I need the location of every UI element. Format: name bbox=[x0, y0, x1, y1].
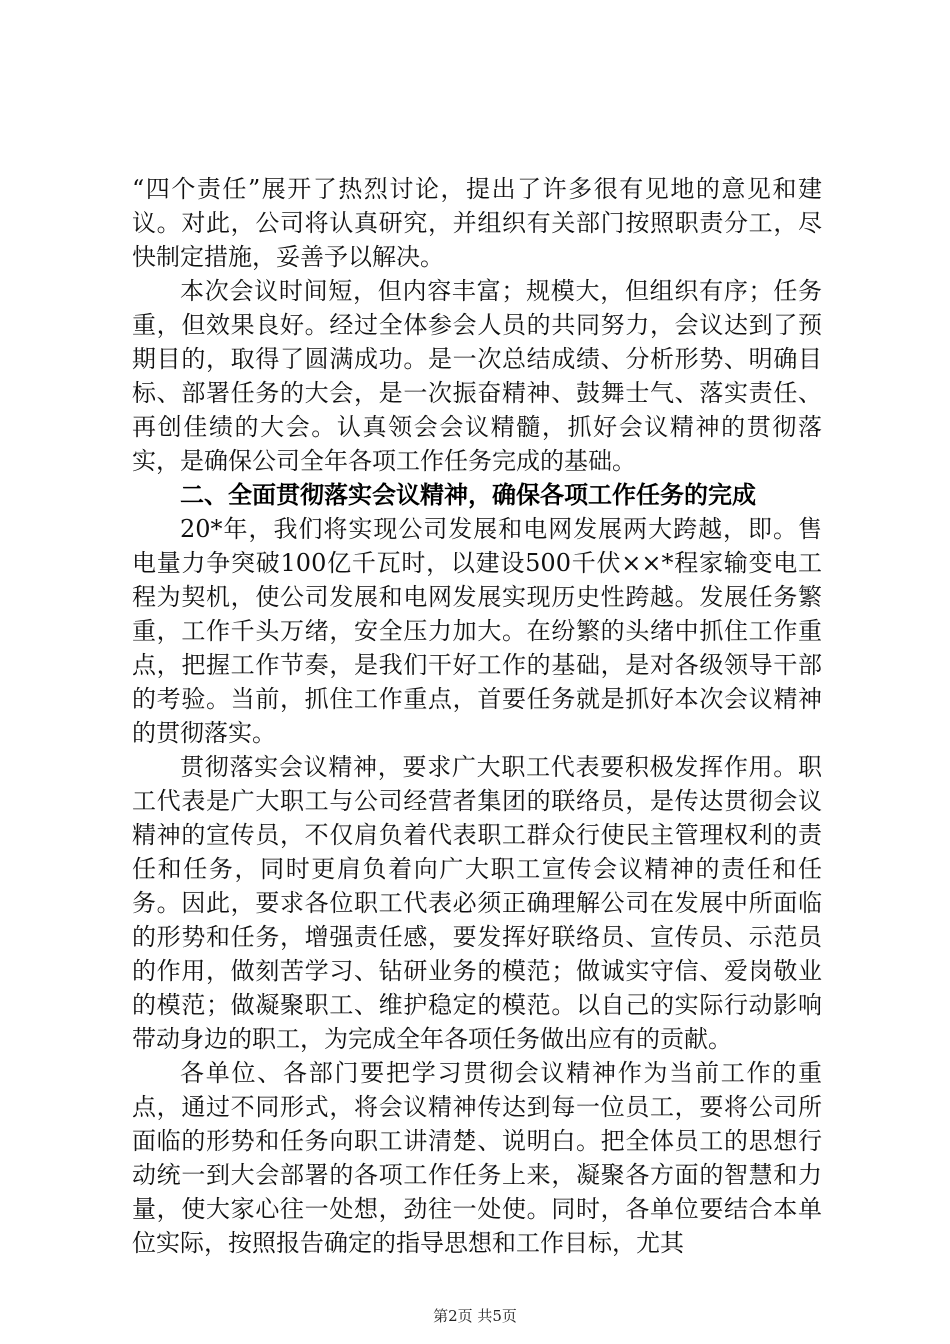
section-heading: 二、全面贯彻落实会议精神，确保各项工作任务的完成 bbox=[180, 480, 756, 509]
paragraph-staff-representatives: 贯彻落实会议精神，要求广大职工代表要积极发挥作用。职工代表是广大职工与公司经营者集团的联络员，是传达贯彻会议精神的宣传员，不仅肩负着代表职工群众行使民主管理权利的责任和任务，同时更肩负着向广大职工宣传会议精神的责任和任务。因此，要求各位职工代表必须正确理解公司在发展中所面临的形势和任务，增强责任感，要发挥好联络员、宣传员、示范员的作用，做刻苦学习、钻研业务的模范；做诚实守信、爱岗敬业的模范；做凝聚职工、维护稳定的模范。以自己的实际行动影响带动身边的职工，为完成全年各项任务做出应有的贡献。 bbox=[132, 753, 822, 1053]
paragraph-departments: 各单位、各部门要把学习贯彻会议精神作为当前工作的重点，通过不同形式，将会议精神传达到每一位员工，要将公司所面临的形势和任务向职工讲清楚、说明白。把全体员工的思想行动统一到大会部署的各项工作任务上来，凝聚各方面的智慧和力量，使大家心往一处想，劲往一处使。同时，各单位要结合本单位实际，按照报告确定的指导思想和工作目标，尤其 bbox=[132, 1059, 822, 1257]
page-number-footer: 第2页 共5页 bbox=[433, 1307, 517, 1325]
paragraph-continuation: “四个责任”展开了热烈讨论，提出了许多很有见地的意见和建议。对此，公司将认真研究，并组织有关部门按照职责分工，尽快制定措施，妥善予以解决。 bbox=[132, 175, 822, 271]
document-body bbox=[132, 172, 822, 1260]
paragraph-annual-goals: 20*年，我们将实现公司发展和电网发展两大跨越，即。售电量力争突破100亿千瓦时，以建设500千伏××*程家输变电工程为契机，使公司发展和电网发展实现历史性跨越。发展任务繁重，工作千头万绪，安全压力加大。在纷繁的头绪中抓住工作重点，把握工作节奏，是我们干好工作的基础，是对各级领导干部的考验。当前，抓住工作重点，首要任务就是抓好本次会议精神的贯彻落实。 bbox=[132, 515, 822, 747]
paragraph-meeting-summary: 本次会议时间短，但内容丰富；规模大，但组织有序；任务重，但效果良好。经过全体参会人员的共同努力，会议达到了预期目的，取得了圆满成功。是一次总结成绩、分析形势、明确目标、部署任务的大会，是一次振奋精神、鼓舞士气、落实责任、再创佳绩的大会。认真领会会议精髓，抓好会议精神的贯彻落实，是确保公司全年各项工作任务完成的基础。 bbox=[132, 277, 822, 475]
